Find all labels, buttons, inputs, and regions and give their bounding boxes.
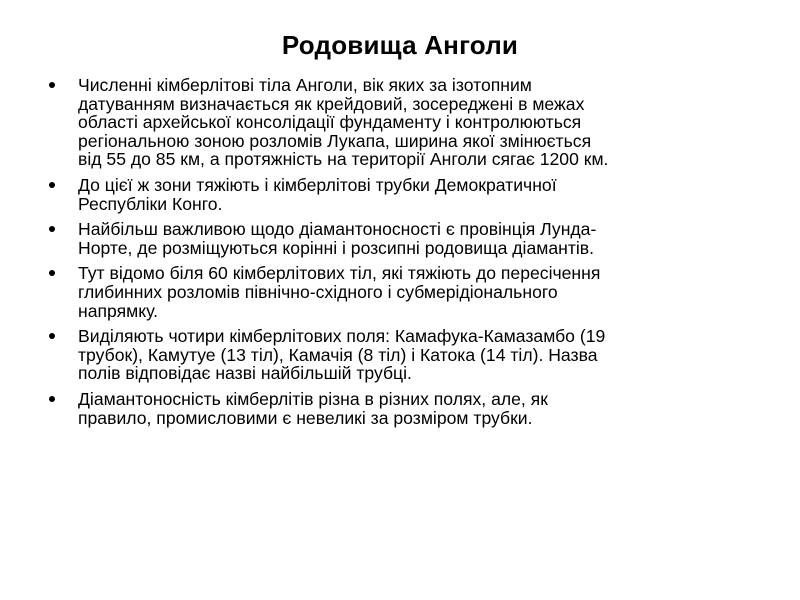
bullet-icon	[49, 226, 55, 232]
bullet-item	[49, 264, 769, 320]
bullet-icon	[49, 82, 55, 88]
bullet-line: регіональною зоною розломів Лукапа, ширина якої змінюється	[78, 130, 592, 151]
bullet-line: До цієї ж зони тяжіють і кімберлітові трубки Демократичної	[78, 174, 557, 195]
bullet-line: трубок), Камутуе (13 тіл), Камачія (8 тіл) і Катока (14 тіл). Назва	[78, 344, 598, 365]
bullet-line: напрямку.	[78, 300, 159, 321]
bullet-line: Діамантоносність кімберлітів різна в різних полях, але, як	[78, 388, 548, 409]
bullet-line: полів відповідає назві найбільшій трубці.	[78, 363, 412, 384]
bullet-icon	[49, 396, 55, 402]
bullet-line: Тут відомо біля 60 кімберлітових тіл, які тяжіють до пересічення	[78, 263, 601, 284]
bullet-list	[49, 76, 769, 434]
bullet-item	[49, 176, 769, 213]
bullet-icon	[49, 270, 55, 276]
bullet-icon	[49, 333, 55, 339]
bullet-line: глибинних розломів північно-східного і субмерідіонального	[78, 281, 558, 302]
bullet-line: від 55 до 85 км, а протяжність на території Анголи сягає 1200 км.	[78, 149, 609, 170]
bullet-item	[49, 76, 769, 169]
bullet-line: Виділяють чотири кімберлітових поля: Камафука-Камазамбо (19	[78, 326, 606, 347]
bullet-icon	[49, 182, 55, 188]
bullet-line: Норте, де розміщуються корінні і розсипні родовища діамантів.	[78, 237, 595, 258]
bullet-line: правило, промисловими є невеликі за розміром трубки.	[78, 407, 533, 428]
bullet-line: датуванням визначається як крейдовий, зосереджені в межах	[78, 93, 585, 114]
slide-title: Родовища Анголи	[281, 30, 519, 60]
bullet-line: Найбільш важливою щодо діамантоносності є провінція Лунда-	[78, 219, 597, 240]
bullet-item	[49, 390, 769, 427]
bullet-item	[49, 220, 769, 257]
bullet-item	[49, 327, 769, 383]
bullet-line: Республіки Конго.	[78, 193, 223, 214]
bullet-line: області архейської консолідації фундаменту і контролюються	[78, 112, 582, 133]
bullet-line: Численні кімберлітові тіла Анголи, вік яких за ізотопним	[78, 75, 532, 95]
